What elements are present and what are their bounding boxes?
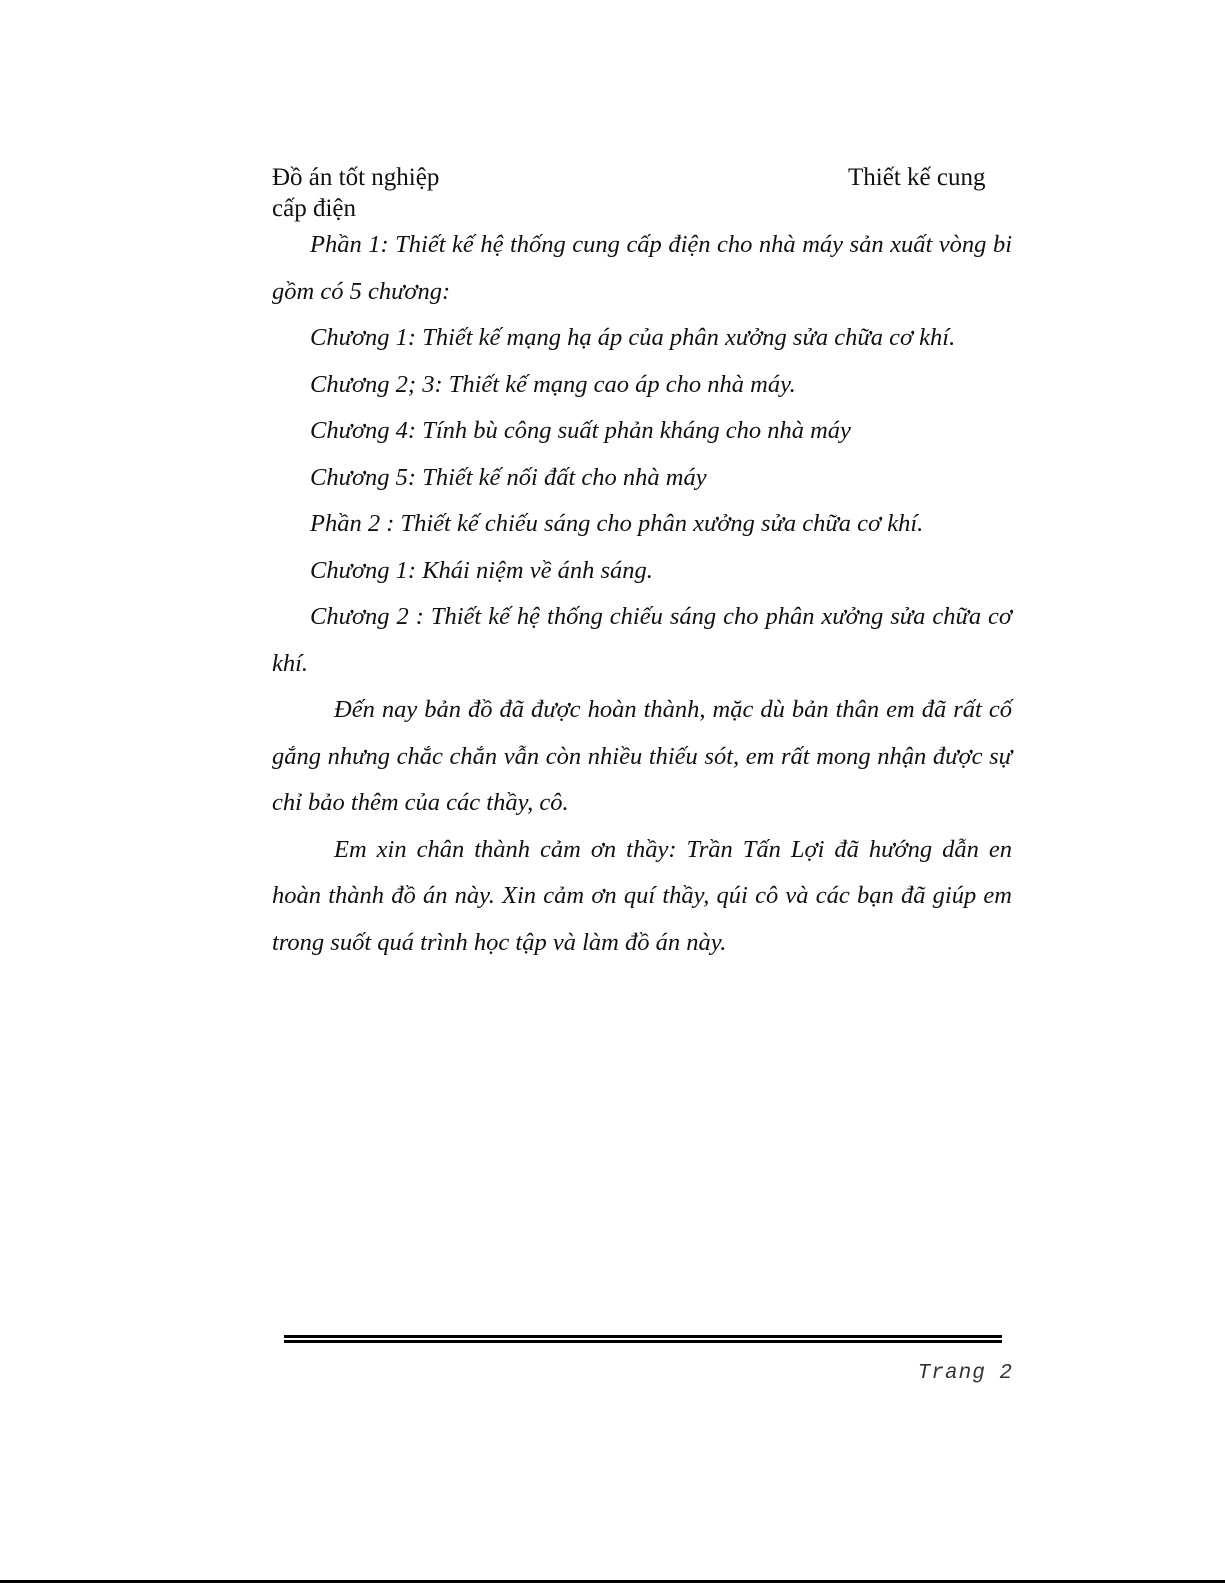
page-header-right: Thiết kế cung xyxy=(848,164,986,191)
paragraph-part-2-chapter-2: Chương 2 : Thiết kế hệ thống chiếu sáng cho phân xưởng sửa chữa cơ khí. xyxy=(272,603,1012,677)
footer-rule xyxy=(284,1335,1002,1338)
paragraph-conclusion: Đến nay bản đồ đã được hoàn thành, mặc dù bản thân em đã rất cố gắng nhưng chắc chắn vẫn còn nhiều thiếu sót, em rất mong nhận được sự chỉ bảo thêm của các thầy, cô. xyxy=(272,696,1012,816)
paragraph-chapter-2-3: Chương 2; 3: Thiết kế mạng cao áp cho nhà máy. xyxy=(310,370,796,398)
paragraph-chapter-4: Chương 4: Tính bù công suất phản kháng cho nhà máy xyxy=(310,417,851,444)
page-bottom-border xyxy=(0,1580,1225,1583)
paragraph-part-1: Phần 1: Thiết kế hệ thống cung cấp điện cho nhà máy sản xuất vòng bi gồm có 5 chương: xyxy=(272,231,1012,305)
paragraph-part-2-chapter-1: Chương 1: Khái niệm về ánh sáng. xyxy=(310,556,653,584)
paragraph-acknowledgement: Em xin chân thành cảm ơn thầy: Trần Tấn Lợi đã hướng dẫn en hoàn thành đồ án này. Xin cảm ơn quí thầy, qúi cô và các bạn đã giúp em trong suốt quá trình học tập và làm đồ án này. xyxy=(272,835,1012,956)
paragraph-chapter-5: Chương 5: Thiết kế nối đất cho nhà máy xyxy=(310,463,707,491)
footer-rule-secondary xyxy=(284,1340,1002,1343)
document-body xyxy=(272,222,1012,966)
paragraph-chapter-1: Chương 1: Thiết kế mạng hạ áp của phân xưởng sửa chữa cơ khí. xyxy=(310,324,956,351)
page-header-left xyxy=(272,162,592,224)
header-title-continuation: cấp điện xyxy=(272,195,356,222)
page-number: Trang 2 xyxy=(917,1362,1013,1385)
paragraph-part-2: Phần 2 : Thiết kế chiếu sáng cho phân xưởng sửa chữa cơ khí. xyxy=(310,510,924,537)
header-title: Đồ án tốt nghiệp xyxy=(272,164,440,191)
